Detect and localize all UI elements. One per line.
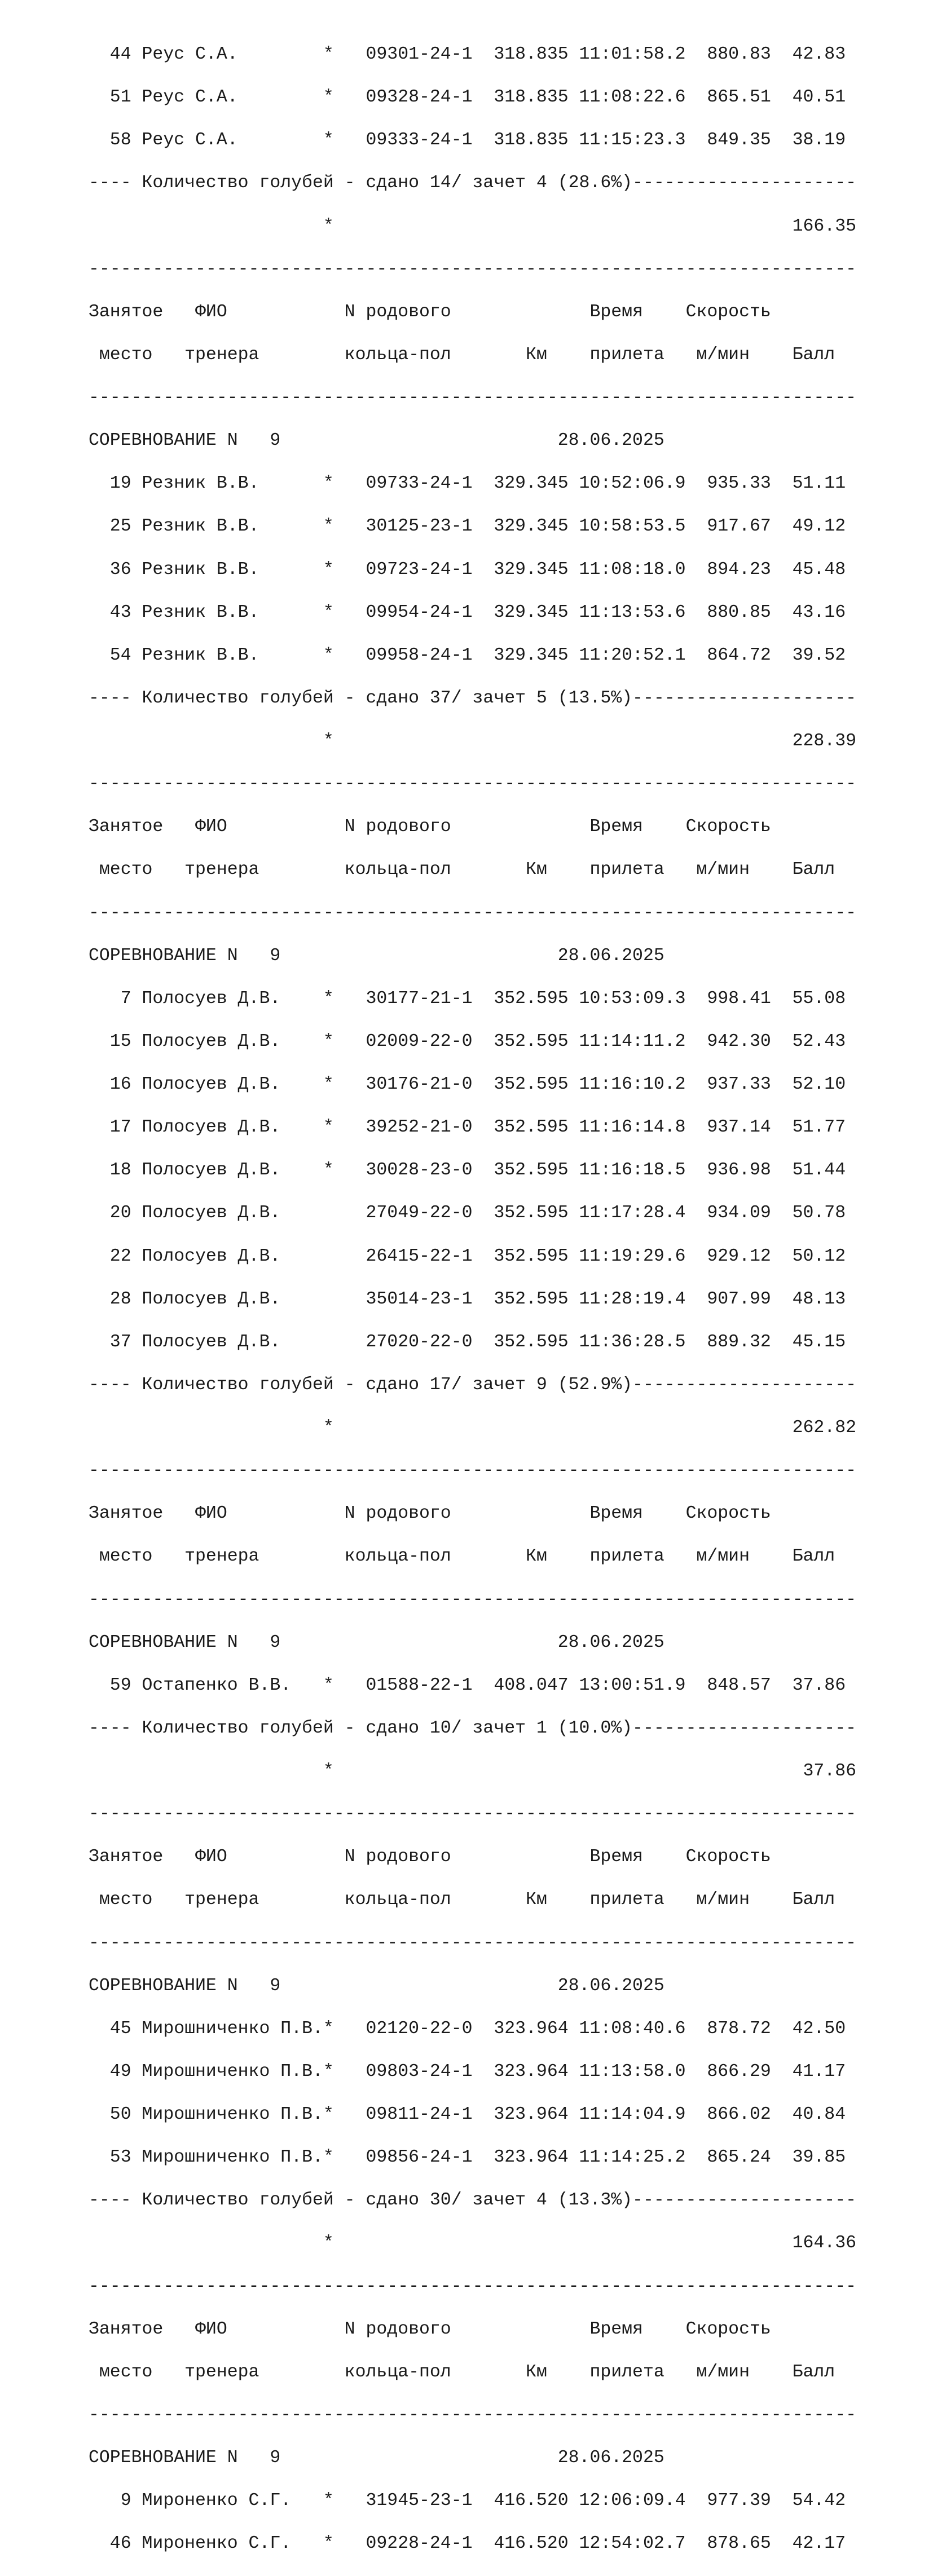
column-header-line-2: место тренера кольца-пол Км прилета м/мин Балл (89, 344, 835, 365)
score-total: * 166.35 (89, 216, 857, 236)
result-row: 44 Реус С.А. * 09301-24-1 318.835 11:01:58.2 880.83 42.83 (89, 45, 846, 65)
result-row: 9 Мироненко С.Г. * 31945-23-1 416.520 12:06:09.4 977.39 54.42 (89, 2491, 846, 2511)
divider: ------------------------------------------------------------------------ (89, 1589, 857, 1610)
divider: ------------------------------------------------------------------------ (89, 1461, 857, 1481)
column-header-line-1: Занятое ФИО N родового Время Скорость (89, 302, 771, 322)
result-row: 7 Полосуев Д.В. * 30177-21-1 352.595 10:53:09.3 998.41 55.08 (89, 988, 846, 1009)
result-row: 46 Мироненко С.Г. * 09228-24-1 416.520 12:54:02.7 878.65 42.17 (89, 2534, 846, 2554)
pigeon-count-summary: ---- Количество голубей - сдано 10/ зачет 1 (10.0%)--------------------- (89, 1718, 857, 1738)
column-header-line-1: Занятое ФИО N родового Время Скорость (89, 2319, 771, 2339)
pigeon-count-summary: ---- Количество голубей - сдано 30/ зачет 4 (13.3%)--------------------- (89, 2190, 857, 2211)
pigeon-count-summary: ---- Количество голубей - сдано 37/ зачет 5 (13.5%)--------------------- (89, 688, 857, 708)
result-row: 45 Мирошниченко П.В.* 02120-22-0 323.964 11:08:40.6 878.72 42.50 (89, 2018, 846, 2039)
pigeon-count-summary: ---- Количество голубей - сдано 17/ зачет 9 (52.9%)--------------------- (89, 1375, 857, 1395)
divider: ------------------------------------------------------------------------ (89, 1933, 857, 1953)
score-total: * 228.39 (89, 731, 857, 752)
result-row: 17 Полосуев Д.В. * 39252-21-0 352.595 11:16:14.8 937.14 51.77 (89, 1117, 846, 1138)
competition-heading: СОРЕВНОВАНИЕ N 9 28.06.2025 (89, 2448, 664, 2468)
competition-heading: СОРЕВНОВАНИЕ N 9 28.06.2025 (89, 1632, 664, 1652)
result-row: 37 Полосуев Д.В. 27020-22-0 352.595 11:36:28.5 889.32 45.15 (89, 1332, 846, 1352)
divider: ------------------------------------------------------------------------ (89, 1804, 857, 1824)
competition-heading: СОРЕВНОВАНИЕ N 9 28.06.2025 (89, 1976, 664, 1996)
result-row: 28 Полосуев Д.В. 35014-23-1 352.595 11:28:19.4 907.99 48.13 (89, 1289, 846, 1309)
result-row: 49 Мирошниченко П.В.* 09803-24-1 323.964 11:13:58.0 866.29 41.17 (89, 2061, 846, 2082)
column-header-line-2: место тренера кольца-пол Км прилета м/мин Балл (89, 860, 835, 880)
column-header-line-1: Занятое ФИО N родового Время Скорость (89, 1847, 771, 1867)
results-report (89, 23, 856, 2576)
divider: ------------------------------------------------------------------------ (89, 388, 857, 408)
column-header-line-1: Занятое ФИО N родового Время Скорость (89, 1504, 771, 1524)
result-row: 59 Остапенко В.В. * 01588-22-1 408.047 13:00:51.9 848.57 37.86 (89, 1675, 846, 1695)
divider: ------------------------------------------------------------------------ (89, 903, 857, 923)
column-header-line-2: место тренера кольца-пол Км прилета м/мин Балл (89, 2362, 835, 2382)
pigeon-count-summary: ---- Количество голубей - сдано 14/ зачет 4 (28.6%)--------------------- (89, 173, 857, 193)
result-row: 22 Полосуев Д.В. 26415-22-1 352.595 11:19:29.6 929.12 50.12 (89, 1246, 846, 1266)
result-row: 58 Реус С.А. * 09333-24-1 318.835 11:15:23.3 849.35 38.19 (89, 130, 846, 151)
divider: ------------------------------------------------------------------------ (89, 259, 857, 279)
result-row: 25 Резник В.В. * 30125-23-1 329.345 10:58:53.5 917.67 49.12 (89, 516, 846, 537)
result-row: 36 Резник В.В. * 09723-24-1 329.345 11:08:18.0 894.23 45.48 (89, 559, 846, 580)
result-row: 51 Реус С.А. * 09328-24-1 318.835 11:08:22.6 865.51 40.51 (89, 87, 846, 108)
result-row: 15 Полосуев Д.В. * 02009-22-0 352.595 11:14:11.2 942.30 52.43 (89, 1031, 846, 1051)
result-row: 18 Полосуев Д.В. * 30028-23-0 352.595 11:16:18.5 936.98 51.44 (89, 1160, 846, 1181)
score-total: * 37.86 (89, 1761, 857, 1782)
score-total: * 164.36 (89, 2233, 857, 2254)
column-header-line-2: место тренера кольца-пол Км прилета м/мин Балл (89, 1890, 835, 1910)
column-header-line-1: Занятое ФИО N родового Время Скорость (89, 817, 771, 837)
competition-heading: СОРЕВНОВАНИЕ N 9 28.06.2025 (89, 431, 664, 451)
divider: ------------------------------------------------------------------------ (89, 774, 857, 794)
column-header-line-2: место тренера кольца-пол Км прилета м/мин Балл (89, 1547, 835, 1567)
result-row: 54 Резник В.В. * 09958-24-1 329.345 11:20:52.1 864.72 39.52 (89, 645, 846, 665)
result-row: 43 Резник В.В. * 09954-24-1 329.345 11:13:53.6 880.85 43.16 (89, 602, 846, 622)
competition-heading: СОРЕВНОВАНИЕ N 9 28.06.2025 (89, 945, 664, 966)
score-total: * 262.82 (89, 1418, 857, 1438)
result-row: 16 Полосуев Д.В. * 30176-21-0 352.595 11:16:10.2 937.33 52.10 (89, 1075, 846, 1095)
result-row: 20 Полосуев Д.В. 27049-22-0 352.595 11:17:28.4 934.09 50.78 (89, 1203, 846, 1223)
result-row: 53 Мирошниченко П.В.* 09856-24-1 323.964 11:14:25.2 865.24 39.85 (89, 2148, 846, 2168)
result-row: 50 Мирошниченко П.В.* 09811-24-1 323.964 11:14:04.9 866.02 40.84 (89, 2105, 846, 2125)
divider: ------------------------------------------------------------------------ (89, 2405, 857, 2425)
divider: ------------------------------------------------------------------------ (89, 2276, 857, 2296)
result-row: 19 Резник В.В. * 09733-24-1 329.345 10:52:06.9 935.33 51.11 (89, 474, 846, 494)
